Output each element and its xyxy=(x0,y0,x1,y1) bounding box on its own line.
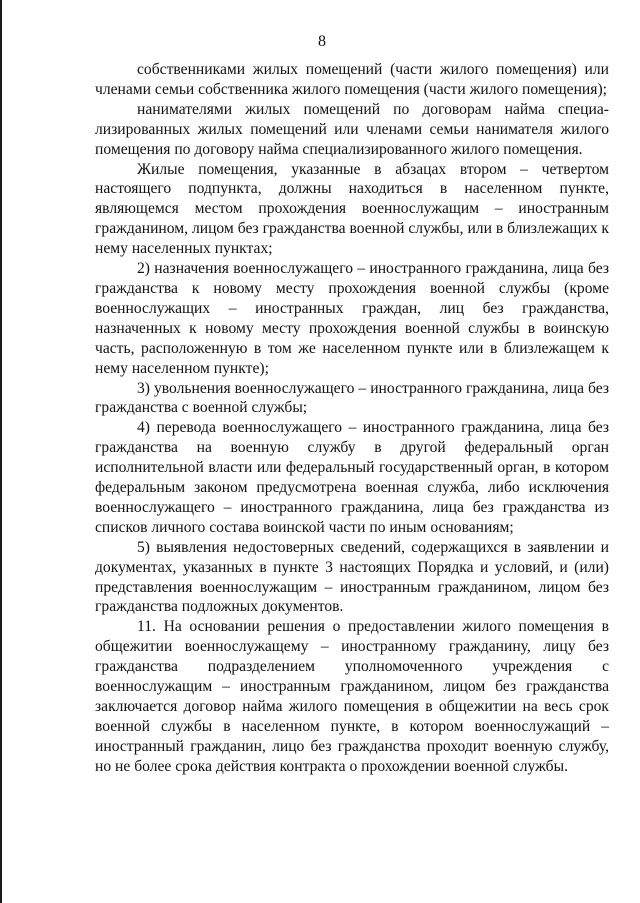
paragraph-item-2: 2) назначения военнослужащего – иностранного гражданина, лица без гражданства к новому месту прохождения военной службы (кроме военнослужащих – иностранных граждан, лиц без гражданства, назначенных к новому месту прохождения военной службы в воинскую часть, расположенную в том же населенном пункте или в близлежащем к нему населенном пункте); xyxy=(95,260,609,377)
paragraph-tenants: нанимателями жилых помещений по договорам найма специализированных жилых помещений или членами семьи нанимателя жилого помещения по договору найма специализированного жилого помещения. xyxy=(95,100,609,158)
paragraph-location-requirement: Жилые помещения, указанные в абзацах втором – четвертом настоящего подпункта, должны находиться в населенном пункте, являющемся местом прохождения военнослужащим – иностранным гражданином, лицом без гражданства военной службы, или в близлежащих к нему населенных пунктах; xyxy=(95,160,609,258)
paragraph-item-3: 3) увольнения военнослужащего – иностранного гражданина, лица без гражданства с военной службы; xyxy=(95,379,609,417)
page-number: 8 xyxy=(318,33,326,50)
paragraph-item-4: 4) перевода военнослужащего – иностранного гражданина, лица без гражданства на военную службу в другой федеральный орган исполнительной власти или федеральный государственный орган, в котором федеральным законом предусмотрена военная служба, либо исключения военнослужащего – иностранного гражданина, лица без гражданства из списков личного состава воинской части по иным основаниям; xyxy=(95,419,609,536)
document-body xyxy=(95,60,609,777)
paragraph-owners: собственниками жилых помещений (части жилого помещения) или членами семьи собственника жилого помещения (части жилого помещения); xyxy=(95,61,609,98)
paragraph-item-5: 5) выявления недостоверных сведений, содержащихся в заявлении и документах, указанных в пункте 3 настоящих Порядка и условий, и (или) представления военнослужащим – иностранным гражданином, лицом без гражданства подложных документов. xyxy=(95,538,609,616)
paragraph-section-11: 11. На основании решения о предоставлении жилого помещения в общежитии военнослужащему – иностранному гражданину, лицу без гражданства подразделением уполномоченного учреждения с военнослужащим – иностранным гражданином, лицом без гражданства заключается договор найма жилого помещения в общежитии на весь срок военной службы в населенном пункте, в котором военнослужащий – иностранный гражданин, лицо без гражданства проходит военную службу, но не более срока действия контракта о прохождении военной службы. xyxy=(95,618,609,775)
